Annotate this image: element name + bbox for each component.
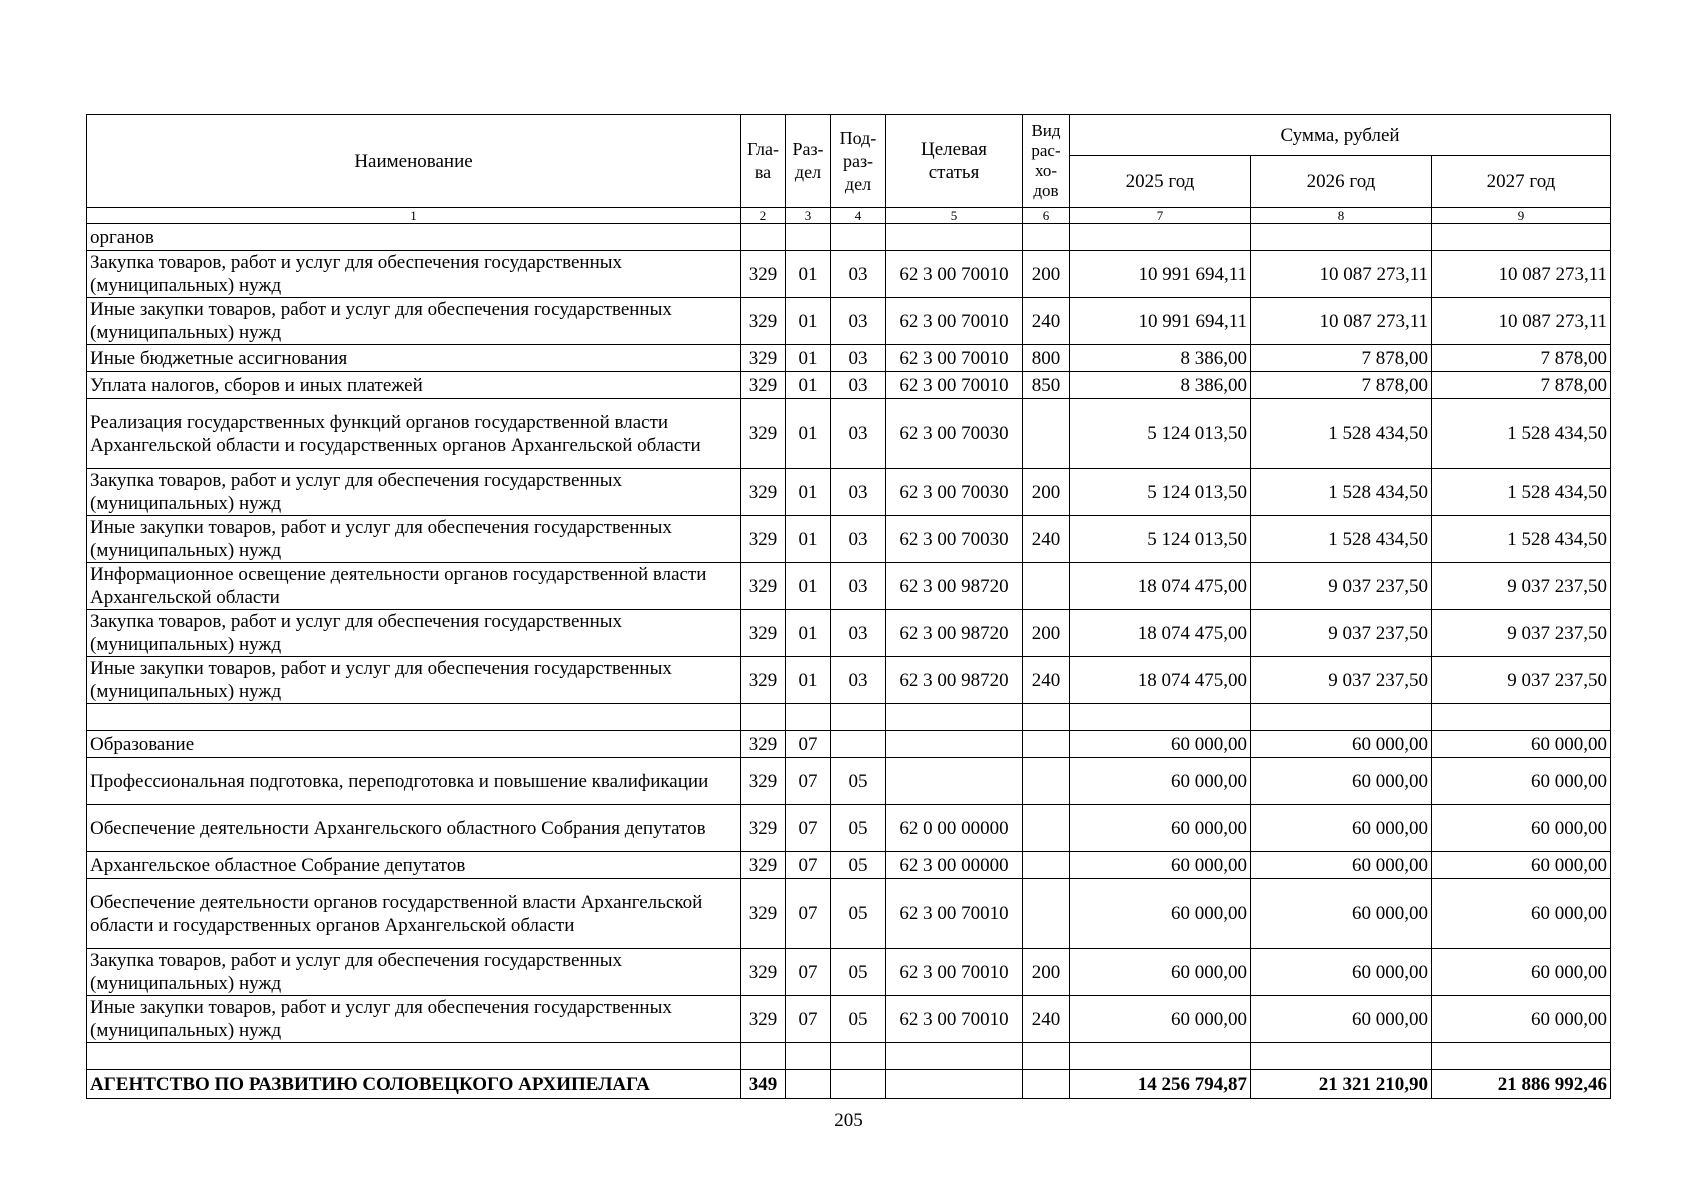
row-sum-2026: 60 000,00 — [1251, 731, 1432, 758]
row-sum-2027: 1 528 434,50 — [1432, 469, 1611, 516]
row-sum-2026: 60 000,00 — [1251, 879, 1432, 949]
table-row — [87, 731, 1611, 758]
table-row — [87, 516, 1611, 563]
row-razdel: 07 — [786, 949, 831, 996]
row-glava: 329 — [741, 758, 786, 805]
table-row — [87, 1043, 1611, 1070]
table-row — [87, 610, 1611, 657]
header-year-2026: 2026 год — [1251, 156, 1432, 208]
row-sum-2025: 5 124 013,50 — [1070, 516, 1251, 563]
row-razdel: 01 — [786, 563, 831, 610]
row-podrazdel: 03 — [831, 251, 886, 298]
row-glava: 329 — [741, 399, 786, 469]
row-sum-2026: 7 878,00 — [1251, 345, 1432, 372]
row-glava: 329 — [741, 731, 786, 758]
row-vid-rashodov: 240 — [1023, 996, 1070, 1043]
row-podrazdel: 03 — [831, 345, 886, 372]
header-glava: Гла- ва — [741, 115, 786, 208]
row-celevaya-statya — [886, 1070, 1023, 1099]
row-celevaya-statya: 62 3 00 98720 — [886, 657, 1023, 704]
row-podrazdel: 03 — [831, 399, 886, 469]
row-sum-2026: 10 087 273,11 — [1251, 251, 1432, 298]
row-vid-rashodov — [1023, 731, 1070, 758]
row-razdel: 01 — [786, 298, 831, 345]
header-vid-rashodov: Вид рас- хо- дов — [1023, 115, 1070, 208]
row-name: Информационное освещение деятельности органов государственной власти Архангельской области — [87, 563, 741, 610]
row-razdel — [786, 1070, 831, 1099]
row-glava: 329 — [741, 469, 786, 516]
row-glava: 329 — [741, 251, 786, 298]
row-name: Обеспечение деятельности Архангельского областного Собрания депутатов — [87, 805, 741, 852]
table-body — [87, 224, 1611, 1099]
row-sum-2025 — [1070, 1043, 1251, 1070]
row-vid-rashodov: 200 — [1023, 610, 1070, 657]
row-sum-2027: 60 000,00 — [1432, 949, 1611, 996]
row-podrazdel: 03 — [831, 610, 886, 657]
row-glava — [741, 224, 786, 251]
column-number: 4 — [831, 208, 886, 224]
row-sum-2027: 60 000,00 — [1432, 996, 1611, 1043]
column-number: 6 — [1023, 208, 1070, 224]
row-name: Закупка товаров, работ и услуг для обеспечения государственных (муниципальных) нужд — [87, 251, 741, 298]
row-celevaya-statya: 62 3 00 70010 — [886, 949, 1023, 996]
row-sum-2025: 14 256 794,87 — [1070, 1070, 1251, 1099]
row-razdel: 01 — [786, 399, 831, 469]
row-name: Закупка товаров, работ и услуг для обеспечения государственных (муниципальных) нужд — [87, 610, 741, 657]
row-podrazdel: 05 — [831, 852, 886, 879]
column-number: 1 — [87, 208, 741, 224]
table-row-total — [87, 1070, 1611, 1099]
row-sum-2026: 1 528 434,50 — [1251, 399, 1432, 469]
row-glava: 329 — [741, 298, 786, 345]
row-celevaya-statya: 62 3 00 70010 — [886, 251, 1023, 298]
row-sum-2026: 1 528 434,50 — [1251, 516, 1432, 563]
table-header — [87, 115, 1611, 224]
row-sum-2027: 10 087 273,11 — [1432, 298, 1611, 345]
row-podrazdel: 05 — [831, 758, 886, 805]
row-razdel — [786, 704, 831, 731]
row-sum-2025: 60 000,00 — [1070, 805, 1251, 852]
row-vid-rashodov: 240 — [1023, 516, 1070, 563]
row-sum-2025: 60 000,00 — [1070, 731, 1251, 758]
row-razdel: 07 — [786, 996, 831, 1043]
row-razdel: 01 — [786, 610, 831, 657]
row-celevaya-statya: 62 3 00 70030 — [886, 516, 1023, 563]
row-sum-2025 — [1070, 704, 1251, 731]
row-vid-rashodov — [1023, 563, 1070, 610]
row-celevaya-statya: 62 3 00 70030 — [886, 469, 1023, 516]
row-sum-2025: 8 386,00 — [1070, 372, 1251, 399]
row-celevaya-statya: 62 3 00 70010 — [886, 996, 1023, 1043]
row-celevaya-statya: 62 3 00 00000 — [886, 852, 1023, 879]
row-sum-2025: 10 991 694,11 — [1070, 251, 1251, 298]
row-sum-2026: 60 000,00 — [1251, 949, 1432, 996]
row-celevaya-statya: 62 3 00 70010 — [886, 372, 1023, 399]
row-vid-rashodov: 850 — [1023, 372, 1070, 399]
table-row — [87, 298, 1611, 345]
header-summa: Сумма, рублей — [1070, 115, 1611, 156]
row-sum-2027: 60 000,00 — [1432, 852, 1611, 879]
row-glava: 329 — [741, 516, 786, 563]
row-name — [87, 704, 741, 731]
row-sum-2025: 60 000,00 — [1070, 996, 1251, 1043]
row-sum-2025 — [1070, 224, 1251, 251]
header-year-2027: 2027 год — [1432, 156, 1611, 208]
row-podrazdel — [831, 704, 886, 731]
row-sum-2027: 60 000,00 — [1432, 879, 1611, 949]
row-name: Иные закупки товаров, работ и услуг для обеспечения государственных (муниципальных) нужд — [87, 657, 741, 704]
row-podrazdel — [831, 1043, 886, 1070]
row-vid-rashodov — [1023, 399, 1070, 469]
row-sum-2025: 18 074 475,00 — [1070, 657, 1251, 704]
header-podrazdel: Под- раз- дел — [831, 115, 886, 208]
row-glava: 329 — [741, 805, 786, 852]
row-celevaya-statya: 62 3 00 70030 — [886, 399, 1023, 469]
row-vid-rashodov: 200 — [1023, 949, 1070, 996]
row-glava: 329 — [741, 345, 786, 372]
row-celevaya-statya: 62 3 00 70010 — [886, 345, 1023, 372]
row-vid-rashodov: 200 — [1023, 469, 1070, 516]
row-glava: 329 — [741, 657, 786, 704]
row-vid-rashodov — [1023, 805, 1070, 852]
row-podrazdel — [831, 1070, 886, 1099]
row-celevaya-statya — [886, 1043, 1023, 1070]
row-name: Обеспечение деятельности органов государственной власти Архангельской области и государственных органов Архангельской области — [87, 879, 741, 949]
row-sum-2026 — [1251, 1043, 1432, 1070]
row-sum-2025: 60 000,00 — [1070, 879, 1251, 949]
row-vid-rashodov — [1023, 758, 1070, 805]
row-sum-2026: 9 037 237,50 — [1251, 657, 1432, 704]
row-glava: 329 — [741, 610, 786, 657]
row-vid-rashodov: 200 — [1023, 251, 1070, 298]
row-vid-rashodov — [1023, 224, 1070, 251]
table-row — [87, 251, 1611, 298]
page-number: 205 — [834, 1110, 863, 1131]
row-glava: 349 — [741, 1070, 786, 1099]
row-sum-2026: 60 000,00 — [1251, 996, 1432, 1043]
row-sum-2026: 60 000,00 — [1251, 805, 1432, 852]
row-sum-2027: 7 878,00 — [1432, 372, 1611, 399]
row-sum-2026: 9 037 237,50 — [1251, 563, 1432, 610]
row-name: органов — [87, 224, 741, 251]
table-row — [87, 563, 1611, 610]
row-sum-2027 — [1432, 704, 1611, 731]
row-sum-2026: 10 087 273,11 — [1251, 298, 1432, 345]
row-name: Иные бюджетные ассигнования — [87, 345, 741, 372]
row-podrazdel: 05 — [831, 805, 886, 852]
row-sum-2025: 60 000,00 — [1070, 852, 1251, 879]
row-name: Иные закупки товаров, работ и услуг для обеспечения государственных (муниципальных) нужд — [87, 996, 741, 1043]
row-razdel: 01 — [786, 372, 831, 399]
column-numbers-row — [87, 208, 1611, 224]
row-sum-2026: 60 000,00 — [1251, 852, 1432, 879]
table-row — [87, 469, 1611, 516]
row-sum-2026: 60 000,00 — [1251, 758, 1432, 805]
table-row — [87, 657, 1611, 704]
table-row — [87, 879, 1611, 949]
row-vid-rashodov: 240 — [1023, 298, 1070, 345]
row-sum-2027: 60 000,00 — [1432, 731, 1611, 758]
table-row — [87, 224, 1611, 251]
row-glava — [741, 1043, 786, 1070]
row-glava: 329 — [741, 563, 786, 610]
row-podrazdel: 05 — [831, 949, 886, 996]
row-podrazdel — [831, 224, 886, 251]
row-sum-2025: 18 074 475,00 — [1070, 610, 1251, 657]
column-number: 7 — [1070, 208, 1251, 224]
row-celevaya-statya — [886, 704, 1023, 731]
row-podrazdel: 03 — [831, 469, 886, 516]
header-year-2025: 2025 год — [1070, 156, 1251, 208]
row-razdel: 01 — [786, 516, 831, 563]
table-row — [87, 996, 1611, 1043]
row-celevaya-statya — [886, 224, 1023, 251]
row-celevaya-statya: 62 3 00 70010 — [886, 879, 1023, 949]
row-sum-2027: 1 528 434,50 — [1432, 516, 1611, 563]
row-name: Архангельское областное Собрание депутатов — [87, 852, 741, 879]
table-row — [87, 704, 1611, 731]
row-glava: 329 — [741, 879, 786, 949]
header-name: Наименование — [87, 115, 741, 208]
row-name: Закупка товаров, работ и услуг для обеспечения государственных (муниципальных) нужд — [87, 949, 741, 996]
row-sum-2025: 18 074 475,00 — [1070, 563, 1251, 610]
row-razdel: 01 — [786, 345, 831, 372]
row-sum-2025: 60 000,00 — [1070, 949, 1251, 996]
column-number: 2 — [741, 208, 786, 224]
row-celevaya-statya: 62 3 00 70010 — [886, 298, 1023, 345]
header-celevaya-statya: Целевая статья — [886, 115, 1023, 208]
row-sum-2026: 1 528 434,50 — [1251, 469, 1432, 516]
row-sum-2027: 7 878,00 — [1432, 345, 1611, 372]
row-sum-2027: 1 528 434,50 — [1432, 399, 1611, 469]
row-sum-2027 — [1432, 224, 1611, 251]
row-glava: 329 — [741, 949, 786, 996]
row-razdel: 01 — [786, 251, 831, 298]
row-podrazdel: 03 — [831, 298, 886, 345]
row-sum-2027: 9 037 237,50 — [1432, 657, 1611, 704]
row-razdel — [786, 224, 831, 251]
column-number: 5 — [886, 208, 1023, 224]
row-vid-rashodov: 800 — [1023, 345, 1070, 372]
row-sum-2027: 60 000,00 — [1432, 758, 1611, 805]
row-name: Профессиональная подготовка, переподготовка и повышение квалификации — [87, 758, 741, 805]
row-glava: 329 — [741, 996, 786, 1043]
row-sum-2025: 8 386,00 — [1070, 345, 1251, 372]
row-razdel: 07 — [786, 731, 831, 758]
row-glava — [741, 704, 786, 731]
row-sum-2027: 10 087 273,11 — [1432, 251, 1611, 298]
row-razdel: 07 — [786, 805, 831, 852]
row-celevaya-statya: 62 3 00 98720 — [886, 563, 1023, 610]
row-name: АГЕНТСТВО ПО РАЗВИТИЮ СОЛОВЕЦКОГО АРХИПЕЛАГА — [87, 1070, 741, 1099]
row-celevaya-statya — [886, 758, 1023, 805]
row-name: Реализация государственных функций органов государственной власти Архангельской области и государственных органов Архангельской области — [87, 399, 741, 469]
table-row — [87, 852, 1611, 879]
row-razdel: 07 — [786, 758, 831, 805]
row-podrazdel — [831, 731, 886, 758]
table-row — [87, 949, 1611, 996]
row-razdel: 01 — [786, 657, 831, 704]
row-name: Образование — [87, 731, 741, 758]
row-razdel — [786, 1043, 831, 1070]
column-number: 3 — [786, 208, 831, 224]
row-podrazdel: 05 — [831, 879, 886, 949]
row-glava: 329 — [741, 372, 786, 399]
table-row — [87, 758, 1611, 805]
row-celevaya-statya: 62 0 00 00000 — [886, 805, 1023, 852]
row-sum-2027: 9 037 237,50 — [1432, 610, 1611, 657]
row-vid-rashodov: 240 — [1023, 657, 1070, 704]
row-name — [87, 1043, 741, 1070]
row-sum-2025: 5 124 013,50 — [1070, 469, 1251, 516]
table-row — [87, 805, 1611, 852]
row-sum-2026 — [1251, 224, 1432, 251]
table-row — [87, 372, 1611, 399]
row-vid-rashodov — [1023, 879, 1070, 949]
table-row — [87, 345, 1611, 372]
row-vid-rashodov — [1023, 1043, 1070, 1070]
table-row — [87, 399, 1611, 469]
budget-table — [86, 114, 1611, 1099]
row-sum-2025: 60 000,00 — [1070, 758, 1251, 805]
row-sum-2027: 9 037 237,50 — [1432, 563, 1611, 610]
row-sum-2026 — [1251, 704, 1432, 731]
row-vid-rashodov — [1023, 852, 1070, 879]
row-sum-2026: 7 878,00 — [1251, 372, 1432, 399]
row-vid-rashodov — [1023, 704, 1070, 731]
row-sum-2027: 21 886 992,46 — [1432, 1070, 1611, 1099]
column-number: 8 — [1251, 208, 1432, 224]
column-number: 9 — [1432, 208, 1611, 224]
row-sum-2027: 60 000,00 — [1432, 805, 1611, 852]
row-sum-2026: 9 037 237,50 — [1251, 610, 1432, 657]
row-celevaya-statya — [886, 731, 1023, 758]
row-name: Иные закупки товаров, работ и услуг для обеспечения государственных (муниципальных) нужд — [87, 298, 741, 345]
row-podrazdel: 05 — [831, 996, 886, 1043]
row-podrazdel: 03 — [831, 516, 886, 563]
row-vid-rashodov — [1023, 1070, 1070, 1099]
row-name: Уплата налогов, сборов и иных платежей — [87, 372, 741, 399]
row-name: Иные закупки товаров, работ и услуг для обеспечения государственных (муниципальных) нужд — [87, 516, 741, 563]
row-razdel: 01 — [786, 469, 831, 516]
row-glava: 329 — [741, 852, 786, 879]
row-razdel: 07 — [786, 852, 831, 879]
row-celevaya-statya: 62 3 00 98720 — [886, 610, 1023, 657]
row-sum-2025: 10 991 694,11 — [1070, 298, 1251, 345]
row-sum-2026: 21 321 210,90 — [1251, 1070, 1432, 1099]
header-razdel: Раз- дел — [786, 115, 831, 208]
row-sum-2027 — [1432, 1043, 1611, 1070]
row-sum-2025: 5 124 013,50 — [1070, 399, 1251, 469]
row-razdel: 07 — [786, 879, 831, 949]
row-podrazdel: 03 — [831, 657, 886, 704]
row-name: Закупка товаров, работ и услуг для обеспечения государственных (муниципальных) нужд — [87, 469, 741, 516]
row-podrazdel: 03 — [831, 563, 886, 610]
row-podrazdel: 03 — [831, 372, 886, 399]
